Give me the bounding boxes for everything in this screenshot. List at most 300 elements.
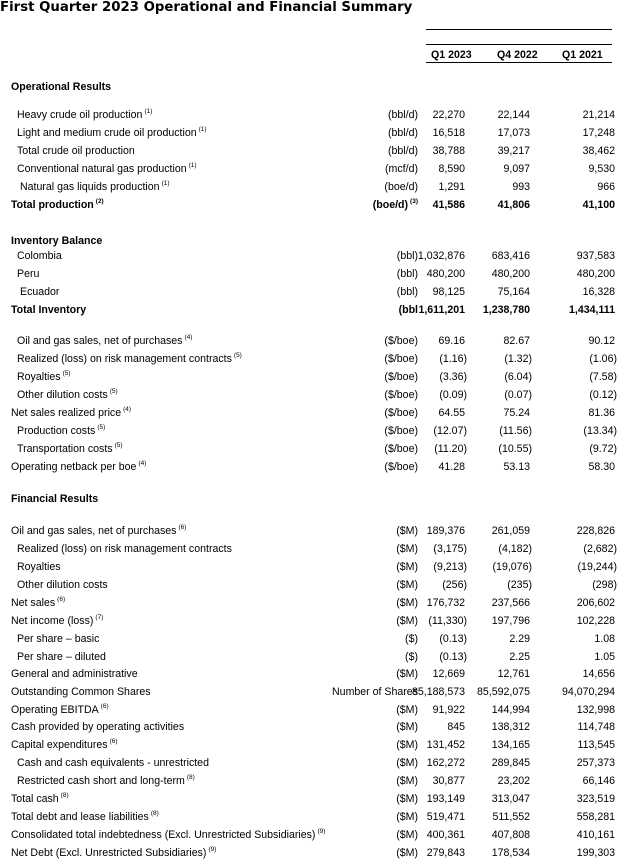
cell-q1-2023: 1,611,201 [418, 304, 465, 316]
cell-q1-2021: 90.12 [588, 335, 615, 347]
cell-q4-2022: (1.32) [504, 353, 532, 365]
row-unit-text: ($M) [396, 757, 418, 769]
row-unit [298, 404, 418, 422]
footnote-ref: (8) [186, 774, 195, 781]
row-label-text: Conventional natural gas production [17, 163, 187, 175]
cell-q1-2021: 102,228 [576, 615, 615, 627]
cell-q4-2022: 138,312 [491, 721, 530, 733]
cell-q1-2021: 17,248 [582, 127, 615, 139]
table-row [0, 350, 632, 368]
row-label [11, 458, 146, 476]
row-unit-text: ($M) [396, 811, 418, 823]
row-unit-text: ($/boe) [384, 389, 418, 401]
row-unit-text: (mcf/d) [385, 163, 418, 175]
cell-q1-2021: (7.58) [589, 371, 617, 383]
table-row [0, 540, 632, 558]
row-unit-text: ($M) [396, 721, 418, 733]
table-row [0, 332, 632, 350]
row-unit [298, 283, 418, 301]
row-unit-text: ($) [405, 651, 418, 663]
row-label [17, 247, 62, 265]
row-unit [298, 350, 418, 368]
row-unit [298, 558, 418, 576]
cell-q4-2022: 178,534 [491, 847, 530, 859]
row-unit [298, 612, 418, 630]
row-label [11, 826, 325, 844]
cell-q4-2022: 22,144 [497, 109, 530, 121]
cell-q4-2022: (6.04) [504, 371, 532, 383]
cell-q1-2021: 323,519 [576, 793, 615, 805]
row-label-text: Other dilution costs [17, 579, 108, 591]
cell-q1-2023: 176,732 [426, 597, 465, 609]
footnote-ref: (5) [233, 352, 242, 359]
row-unit-text: ($/boe) [384, 461, 418, 473]
table-row [0, 826, 632, 844]
cell-q1-2023: 64.55 [438, 407, 465, 419]
row-unit [298, 594, 418, 612]
cell-q4-2022: (235) [507, 579, 532, 591]
table-row [0, 440, 632, 458]
table-row [0, 522, 632, 540]
footnote-ref: (6) [178, 524, 187, 531]
row-unit [298, 826, 418, 844]
cell-q1-2021: (298) [592, 579, 617, 591]
cell-q4-2022: 17,073 [497, 127, 530, 139]
table-row [0, 265, 632, 283]
row-unit-text: ($/boe) [384, 371, 418, 383]
row-label-text: Restricted cash short and long-term [17, 775, 185, 787]
row-label [11, 683, 151, 701]
row-label [20, 283, 59, 301]
row-unit-text: (bbl/d) [387, 145, 418, 157]
cell-q1-2021: 480,200 [576, 268, 615, 280]
row-unit-text: (bbl/d) [387, 127, 418, 139]
cell-q1-2021: (13.34) [583, 425, 617, 437]
row-unit-text: (bbl [398, 304, 418, 316]
row-label [11, 790, 69, 808]
cell-q4-2022: (4,182) [498, 543, 532, 555]
row-label-text: Net sales [11, 597, 56, 609]
table-row [0, 844, 632, 862]
cell-q1-2023: 41,586 [432, 199, 465, 211]
row-unit [298, 540, 418, 558]
table-row [0, 458, 632, 476]
row-label [11, 404, 131, 422]
row-label-text: Total debt and lease liabilities [11, 811, 149, 823]
footnote-ref: (9) [317, 828, 326, 835]
cell-q1-2023: 12,669 [432, 668, 465, 680]
cell-q1-2023: 162,272 [426, 757, 465, 769]
cell-q1-2023: 1,032,876 [417, 250, 465, 262]
cell-q1-2023: (3.36) [439, 371, 467, 383]
table-row [0, 558, 632, 576]
row-label-text: Cash provided by operating activities [11, 721, 185, 733]
row-unit [298, 178, 418, 196]
table-row [0, 665, 632, 683]
row-label [17, 440, 123, 458]
row-label-text: Consolidated total indebtedness (Excl. Unrestricted Subsidiaries) [11, 829, 316, 841]
row-unit-text: ($M) [396, 543, 418, 555]
cell-q1-2023: 1,291 [438, 181, 465, 193]
row-label [17, 332, 192, 350]
row-label-text: Peru [17, 268, 40, 280]
cell-q4-2022: 82.67 [503, 335, 530, 347]
row-label-text: Realized (loss) on risk management contracts [17, 543, 232, 555]
cell-q1-2023: 91,922 [432, 704, 465, 716]
footnote-ref: (5) [109, 388, 118, 395]
cell-q1-2021: 1,434,111 [569, 304, 615, 316]
cell-q1-2021: (1.06) [589, 353, 617, 365]
cell-q1-2021: 38,462 [582, 145, 615, 157]
table-row [0, 106, 632, 124]
row-label [17, 160, 197, 178]
row-unit [298, 142, 418, 160]
row-unit-text: ($M) [396, 704, 418, 716]
row-unit [298, 736, 418, 754]
table-row [0, 612, 632, 630]
row-unit [298, 790, 418, 808]
row-unit [298, 332, 418, 350]
cell-q4-2022: (0.07) [504, 389, 532, 401]
section-operational-results: Operational Results [11, 81, 112, 93]
row-unit-text: ($M) [396, 847, 418, 859]
row-label [17, 142, 135, 160]
row-label [17, 648, 106, 666]
cell-q4-2022: 197,796 [491, 615, 530, 627]
row-unit-text: (boe/d) [384, 181, 418, 193]
cell-q4-2022: 289,845 [491, 757, 530, 769]
cell-q1-2021: 14,656 [582, 668, 615, 680]
cell-q1-2023: (9,213) [433, 561, 467, 573]
cell-q1-2023: 519,471 [426, 811, 465, 823]
cell-q1-2023: (0.09) [439, 389, 467, 401]
column-header-q1-2023: Q1 2023 [431, 49, 472, 61]
footnote-ref: (5) [114, 442, 123, 449]
table-row [0, 283, 632, 301]
cell-q4-2022: 9,097 [503, 163, 530, 175]
cell-q1-2021: 1.08 [594, 633, 615, 645]
row-label [11, 594, 65, 612]
cell-q4-2022: 1,238,780 [482, 304, 530, 316]
row-unit [298, 718, 418, 736]
row-unit [298, 458, 418, 476]
cell-q4-2022: 39,217 [497, 145, 530, 157]
cell-q4-2022: (19,076) [492, 561, 532, 573]
cell-q4-2022: (11.56) [499, 425, 532, 437]
cell-q1-2021: 21,214 [582, 109, 615, 121]
row-unit [298, 808, 418, 826]
footnote-ref: (1) [188, 162, 197, 169]
table-row [0, 630, 632, 648]
row-label-text: Total cash [11, 793, 59, 805]
row-label [11, 665, 138, 683]
cell-q1-2023: (12.07) [433, 425, 467, 437]
footnote-ref: (6) [57, 596, 66, 603]
row-label-text: Cash and cash equivalents - unrestricted [17, 757, 209, 769]
footnote-ref: (4) [184, 334, 193, 341]
row-unit [298, 576, 418, 594]
cell-q1-2021: 257,373 [576, 757, 615, 769]
cell-q1-2023: 38,788 [432, 145, 465, 157]
table-row [0, 648, 632, 666]
row-label [11, 736, 118, 754]
row-label-text: Operating EBITDA [11, 704, 99, 716]
cell-q1-2021: (9.72) [589, 443, 617, 455]
row-unit-text: ($M) [396, 561, 418, 573]
footnote-ref: (5) [62, 370, 71, 377]
cell-q1-2023: (1.16) [439, 353, 467, 365]
row-unit [298, 665, 418, 683]
row-label [11, 701, 109, 719]
header-rule-bottom [426, 62, 612, 63]
row-unit-text: ($/boe) [384, 335, 418, 347]
row-label [17, 106, 152, 124]
row-unit-text: (bbl/d) [387, 109, 418, 121]
cell-q4-2022: 993 [512, 181, 530, 193]
cell-q1-2023: 30,877 [432, 775, 465, 787]
row-label [17, 772, 195, 790]
row-label-text: Operating netback per boe [11, 461, 137, 473]
cell-q1-2021: 58.30 [588, 461, 615, 473]
table-row [0, 422, 632, 440]
column-header-q1-2021: Q1 2021 [562, 49, 603, 61]
cell-q1-2021: 199,303 [576, 847, 615, 859]
row-label [17, 265, 39, 283]
row-label-text: General and administrative [11, 668, 138, 680]
cell-q4-2022: 23,202 [497, 775, 530, 787]
row-label-text: Total crude oil production [17, 145, 135, 157]
table-row [0, 701, 632, 719]
row-label-text: Colombia [17, 250, 62, 262]
row-unit-text: (boe/d) [372, 199, 409, 211]
row-label [11, 718, 184, 736]
cell-q4-2022: (10.55) [498, 443, 532, 455]
row-label [11, 612, 103, 630]
row-unit [298, 630, 418, 648]
cell-q4-2022: 134,165 [491, 739, 530, 751]
row-label [17, 422, 105, 440]
row-unit [298, 844, 418, 862]
row-label-text: Net income (loss) [11, 615, 94, 627]
row-unit-text: ($/boe) [384, 425, 418, 437]
row-unit-text: (bbl) [396, 250, 418, 262]
cell-q1-2023: 41.28 [438, 461, 465, 473]
row-unit-text: ($M) [396, 829, 418, 841]
row-label [17, 350, 242, 368]
cell-q1-2023: 193,149 [426, 793, 465, 805]
cell-q1-2021: 206,602 [576, 597, 615, 609]
row-label-text: Net sales realized price [11, 407, 122, 419]
row-unit [298, 754, 418, 772]
table-row [0, 790, 632, 808]
cell-q4-2022: 85,592,075 [476, 686, 530, 698]
footnote-ref: (8) [150, 810, 159, 817]
row-unit [298, 648, 418, 666]
row-unit-text: (bbl) [396, 268, 418, 280]
row-unit-text: Number of Shares [332, 686, 418, 698]
row-label-text: Production costs [17, 425, 96, 437]
row-unit [298, 368, 418, 386]
row-unit [298, 772, 418, 790]
cell-q1-2021: 558,281 [576, 811, 615, 823]
cell-q1-2023: (3,175) [433, 543, 467, 555]
row-unit [298, 683, 418, 701]
table-row [0, 124, 632, 142]
table-row [0, 594, 632, 612]
row-unit-text: ($M) [396, 793, 418, 805]
cell-q1-2021: (19,244) [577, 561, 617, 573]
footnote-ref: (6) [100, 703, 109, 710]
cell-q1-2021: 966 [597, 181, 615, 193]
cell-q4-2022: 261,059 [491, 525, 530, 537]
cell-q4-2022: 75.24 [503, 407, 530, 419]
row-label-text: Realized (loss) on risk management contracts [17, 353, 232, 365]
cell-q1-2023: (256) [442, 579, 467, 591]
row-unit-text: ($/boe) [384, 443, 418, 455]
row-unit [298, 106, 418, 124]
cell-q1-2023: 131,452 [426, 739, 465, 751]
footnote-ref: (4) [123, 406, 132, 413]
cell-q1-2023: (0.13) [439, 633, 467, 645]
column-header-q4-2022: Q4 2022 [497, 49, 538, 61]
cell-q4-2022: 75,164 [497, 286, 530, 298]
footnote-ref: (9) [208, 846, 217, 853]
cell-q1-2021: 410,161 [576, 829, 615, 841]
row-unit [298, 522, 418, 540]
table-row [0, 736, 632, 754]
cell-q1-2021: 113,545 [577, 739, 615, 751]
row-label [20, 178, 170, 196]
cell-q4-2022: 683,416 [491, 250, 530, 262]
cell-q4-2022: 407,808 [491, 829, 530, 841]
cell-q4-2022: 41,806 [497, 199, 530, 211]
cell-q1-2023: 279,843 [426, 847, 465, 859]
header-rule-middle [426, 44, 612, 45]
row-label-text: Royalties [17, 371, 61, 383]
row-label-text: Capital expenditures [11, 739, 108, 751]
row-unit [298, 301, 418, 319]
row-unit-text: ($/boe) [384, 353, 418, 365]
cell-q1-2021: (2,682) [583, 543, 617, 555]
cell-q1-2023: (11.20) [434, 443, 467, 455]
cell-q1-2021: 1.05 [594, 651, 615, 663]
row-label-text: Light and medium crude oil production [17, 127, 197, 139]
footnote-ref: (8) [60, 792, 69, 799]
row-unit [298, 160, 418, 178]
cell-q1-2021: 228,826 [576, 525, 615, 537]
cell-q1-2023: 400,361 [426, 829, 465, 841]
row-label-text: Transportation costs [17, 443, 113, 455]
table-row [0, 178, 632, 196]
cell-q1-2023: 16,518 [432, 127, 465, 139]
row-label-text: Oil and gas sales, net of purchases [11, 525, 177, 537]
table-row [0, 808, 632, 826]
cell-q1-2021: 94,070,294 [561, 686, 615, 698]
row-label [17, 576, 108, 594]
row-unit-text: ($M) [396, 579, 418, 591]
section-financial-results: Financial Results [11, 493, 99, 505]
table-row [0, 301, 632, 319]
cell-q4-2022: 480,200 [491, 268, 530, 280]
footnote-ref: (4) [138, 460, 147, 467]
footnote-ref: (5) [97, 424, 106, 431]
row-label-text: Total Inventory [11, 304, 87, 316]
cell-q1-2023: 480,200 [426, 268, 465, 280]
footnote-ref: (6) [109, 738, 118, 745]
row-unit-text: ($M) [396, 775, 418, 787]
footnote-ref: (3) [410, 198, 418, 205]
cell-q1-2021: 114,748 [577, 721, 615, 733]
footnote-ref: (2) [95, 198, 104, 205]
row-label-text: Ecuador [20, 286, 60, 298]
row-label-text: Natural gas liquids production [20, 181, 160, 193]
row-unit [298, 440, 418, 458]
cell-q1-2023: 8,590 [438, 163, 465, 175]
cell-q1-2021: 66,146 [582, 775, 615, 787]
row-label [11, 301, 86, 319]
row-unit-text: ($M) [396, 615, 418, 627]
cell-q4-2022: 511,552 [492, 811, 530, 823]
cell-q1-2023: (0.13) [439, 651, 467, 663]
row-label-text: Royalties [17, 561, 61, 573]
row-unit-text: ($M) [396, 525, 418, 537]
row-label-text: Outstanding Common Shares [11, 686, 151, 698]
row-label [17, 124, 207, 142]
row-unit-text: ($) [405, 633, 418, 645]
footnote-ref: (1) [161, 180, 170, 187]
table-row [0, 160, 632, 178]
row-label [17, 630, 99, 648]
cell-q1-2023: (11,330) [428, 615, 467, 627]
cell-q1-2021: 9,530 [588, 163, 615, 175]
row-label [11, 844, 216, 862]
cell-q4-2022: 2.29 [509, 633, 530, 645]
row-label [11, 522, 186, 540]
row-unit [298, 265, 418, 283]
row-label-text: Net Debt (Excl. Unrestricted Subsidiaries) [11, 847, 207, 859]
row-unit [298, 386, 418, 404]
cell-q4-2022: 12,761 [497, 668, 530, 680]
row-label [17, 368, 71, 386]
row-unit [298, 196, 418, 214]
row-label-text: Oil and gas sales, net of purchases [17, 335, 183, 347]
table-row [0, 404, 632, 422]
table-row [0, 772, 632, 790]
table-row [0, 368, 632, 386]
cell-q4-2022: 237,566 [491, 597, 530, 609]
cell-q1-2023: 69.16 [438, 335, 465, 347]
table-row [0, 142, 632, 160]
row-unit [298, 247, 418, 265]
row-label [17, 386, 118, 404]
cell-q4-2022: 313,047 [491, 793, 530, 805]
cell-q4-2022: 144,994 [491, 704, 530, 716]
cell-q1-2021: 16,328 [582, 286, 615, 298]
cell-q1-2021: 132,998 [576, 704, 615, 716]
table-row [0, 683, 632, 701]
row-label-text: Per share – basic [17, 633, 100, 645]
cell-q1-2021: 81.36 [588, 407, 615, 419]
cell-q4-2022: 2.25 [509, 651, 530, 663]
cell-q1-2021: (0.12) [589, 389, 617, 401]
row-unit-text: ($/boe) [384, 407, 418, 419]
row-label-text: Per share – diluted [17, 651, 106, 663]
row-unit-text: (bbl) [396, 286, 418, 298]
table-row [0, 247, 632, 265]
page-title: First Quarter 2023 Operational and Financial Summary [0, 0, 413, 15]
cell-q1-2023: 85,188,573 [411, 686, 465, 698]
table-row [0, 718, 632, 736]
